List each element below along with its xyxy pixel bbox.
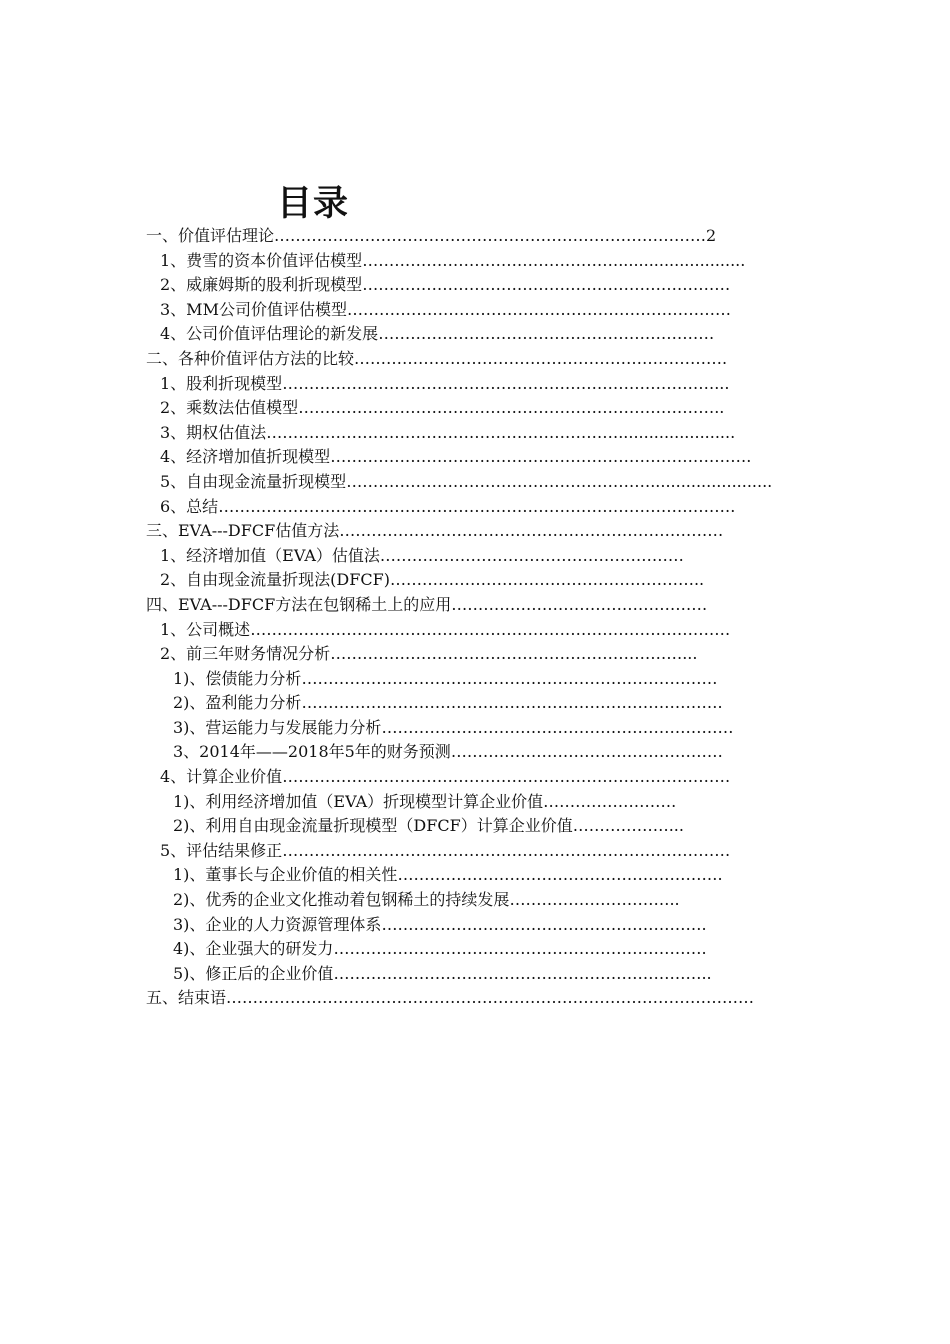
toc-entry-text: 2)、优秀的企业文化推动着包钢稀土的持续发展 [173, 890, 510, 910]
toc-entry-text: 6、总结 [160, 496, 219, 516]
toc-entry[interactable] [0, 888, 800, 913]
toc-entry-leader: …………………………………………………………… [354, 348, 723, 368]
toc-entry-leader: ………………………………………… [362, 250, 619, 270]
toc-entry[interactable] [0, 839, 800, 864]
toc-entry-leader: ………………………………………………………… [266, 422, 619, 442]
toc-entry[interactable] [0, 519, 800, 544]
toc-entry-leader: …………………………………………………………… [333, 939, 702, 959]
toc-entry-text: 1)、利用经济增加值（EVA）折现模型计算企业价值 [173, 791, 544, 811]
toc-entry-text: 五、结束语 [146, 988, 227, 1008]
toc-entry[interactable] [0, 347, 800, 372]
toc-entry-text: 3、2014年——2018年5年的财务预测 [173, 742, 451, 762]
toc-entry-page: .. [693, 570, 705, 590]
toc-entry-leader: ………………………………………………………… [381, 717, 734, 737]
toc-entry-leader: ……………………………………………………………………… [282, 373, 715, 393]
toc-entry-text: 2、乘数法估值模型 [160, 398, 299, 418]
toc-entry-text: 4)、企业强大的研发力 [173, 939, 334, 959]
toc-entry-text: 4、计算企业价值 [160, 767, 283, 787]
toc-entry[interactable] [0, 224, 800, 249]
toc-entry-page: ... [682, 644, 698, 664]
toc-entry-text: 2、前三年财务情况分析 [160, 644, 331, 664]
toc-entry-text: 1)、董事长与企业价值的相关性 [173, 865, 398, 885]
toc-entry-text: 2、自由现金流量折现法(DFCF) [160, 570, 390, 590]
toc-entry-page: ... [714, 373, 730, 393]
toc-entry-page: ......................... [618, 250, 746, 270]
toc-entry-text: 1、股利折现模型 [160, 373, 283, 393]
toc-entry-leader: …………………………………………………………………… [301, 693, 718, 713]
toc-entry-text: 3、MM公司价值评估模型 [160, 299, 347, 319]
toc-entry-text: 一、价值评估理论 [146, 226, 275, 245]
toc-entry-leader: …………………………………………………… [397, 865, 718, 885]
toc-entry-text: 1)、偿债能力分析 [173, 668, 302, 688]
toc-entry-leader: …………………………………………… [450, 742, 723, 762]
toc-entry[interactable] [0, 667, 800, 692]
toc-entry-page: ........................ [650, 471, 773, 491]
toc-title: 目录 [277, 184, 350, 224]
toc-entry[interactable] [0, 372, 800, 397]
toc-entry[interactable] [0, 642, 800, 667]
toc-entry-leader: …………………………………………………………………… [301, 668, 718, 688]
toc-entry-leader: …………………………………………………………… [333, 963, 702, 983]
toc-entry-text: 4、公司价值评估理论的新发展 [160, 324, 379, 344]
toc-entry[interactable] [0, 298, 800, 323]
toc-entry-leader: ……………………………………………………………… [346, 299, 731, 319]
toc-entry-text: 5)、修正后的企业价值 [173, 963, 334, 983]
toc-entry[interactable] [0, 986, 800, 1011]
toc-entry-page: . [746, 447, 752, 467]
toc-entry-page: ... [668, 816, 684, 836]
toc-entry-page: .. [669, 890, 680, 910]
toc-entry[interactable] [0, 937, 800, 962]
toc-entry-page: . [722, 348, 728, 368]
toc-entry-text: 5、自由现金流量折现模型 [160, 471, 347, 491]
toc-entry[interactable] [0, 249, 800, 274]
toc-entry[interactable] [0, 445, 800, 470]
toc-entry[interactable] [0, 814, 800, 839]
toc-entry-text: 四、EVA---DFCF方法在包钢稀土上的应用 [146, 594, 452, 614]
table-of-contents [0, 224, 950, 1011]
toc-entry[interactable] [0, 716, 800, 741]
toc-entry-leader: ………………………………………………… [379, 545, 684, 565]
toc-entry-page: ....................... [618, 422, 736, 442]
toc-entry[interactable] [0, 544, 800, 569]
toc-entry-leader: ………………………………………………………………………… [282, 767, 731, 787]
toc-entry-text: 3)、营运能力与发展能力分析 [173, 717, 382, 737]
toc-entry-page: 2 [706, 226, 717, 245]
toc-entry[interactable] [0, 396, 800, 421]
toc-entry-leader: ………………………………………………………………………… [282, 840, 731, 860]
toc-entry-leader: ……………………………………………………………………… [274, 226, 707, 245]
toc-entry[interactable] [0, 495, 800, 520]
toc-entry-leader: …………………………………………………………………………………… [218, 496, 731, 516]
toc-entry-leader: …………………………………………………………………… [330, 447, 747, 467]
toc-entry-text: 5、评估结果修正 [160, 840, 283, 860]
toc-entry-text: 1、经济增加值（EVA）估值法 [160, 545, 380, 565]
toc-entry[interactable] [0, 790, 800, 815]
toc-entry-page: . [717, 865, 723, 885]
toc-entry-text: 4、经济增加值折现模型 [160, 447, 331, 467]
toc-entry[interactable] [0, 618, 800, 643]
toc-entry-text: 2、威廉姆斯的股利折现模型 [160, 275, 363, 295]
toc-entry[interactable] [0, 765, 800, 790]
toc-entry-page: .. [701, 963, 712, 983]
toc-entry-leader: …………………………………………………… [381, 914, 702, 934]
toc-entry-page: . [730, 496, 736, 516]
toc-entry-text: 1、费雪的资本价值评估模型 [160, 250, 363, 270]
toc-entry[interactable] [0, 593, 800, 618]
toc-entry-text: 3、期权估值法 [160, 422, 267, 442]
toc-entry[interactable] [0, 962, 800, 987]
toc-entry[interactable] [0, 913, 800, 938]
toc-entry-leader: ……………………………………………………………………………… [250, 619, 731, 639]
toc-entry-leader: …………………………………………………………… [362, 275, 731, 295]
toc-entry[interactable] [0, 322, 800, 347]
toc-entry[interactable] [0, 863, 800, 888]
toc-entry[interactable] [0, 691, 800, 716]
toc-entry-leader: ……………………………………………………… [378, 324, 715, 344]
toc-entry-leader: ………………………………………………………… [330, 644, 683, 664]
toc-entry-page: . [701, 914, 707, 934]
toc-entry-text: 三、EVA---DFCF估值方法 [146, 521, 340, 541]
toc-entry-leader: ………………………… [509, 890, 670, 910]
toc-entry-text: 3)、企业的人力资源管理体系 [173, 914, 382, 934]
toc-entry-page: . [671, 791, 677, 811]
toc-entry[interactable] [0, 421, 800, 446]
toc-entry-text: 2)、利用自由现金流量折现模型（DFCF）计算企业价值 [173, 816, 573, 836]
toc-entry-page: .. [714, 398, 725, 418]
toc-entry-leader: ……………………………………………………………… [339, 521, 724, 541]
toc-entry-text: 二、各种价值评估方法的比较 [146, 348, 355, 368]
toc-entry-text: 1、公司概述 [160, 619, 251, 639]
toc-entry[interactable] [0, 273, 800, 298]
toc-entry-leader: ………………………………………………… [346, 471, 651, 491]
toc-entry[interactable] [0, 568, 800, 593]
toc-entry-leader: ……………………………………………………………………………………… [226, 988, 755, 1008]
toc-entry-leader: ………………………………………… [451, 594, 708, 614]
toc-entry[interactable] [0, 740, 800, 765]
toc-entry-leader: ………………………………………………… [389, 570, 694, 590]
toc-entry-leader: …………………… [543, 791, 672, 811]
toc-entry-leader: …………………………………………………………………… [298, 398, 715, 418]
toc-entry-page: . [701, 939, 707, 959]
toc-entry[interactable] [0, 470, 800, 495]
toc-entry-leader: ……………… [572, 816, 669, 836]
toc-entry-text: 2)、盈利能力分析 [173, 693, 302, 713]
toc-entry-page: . [717, 693, 723, 713]
